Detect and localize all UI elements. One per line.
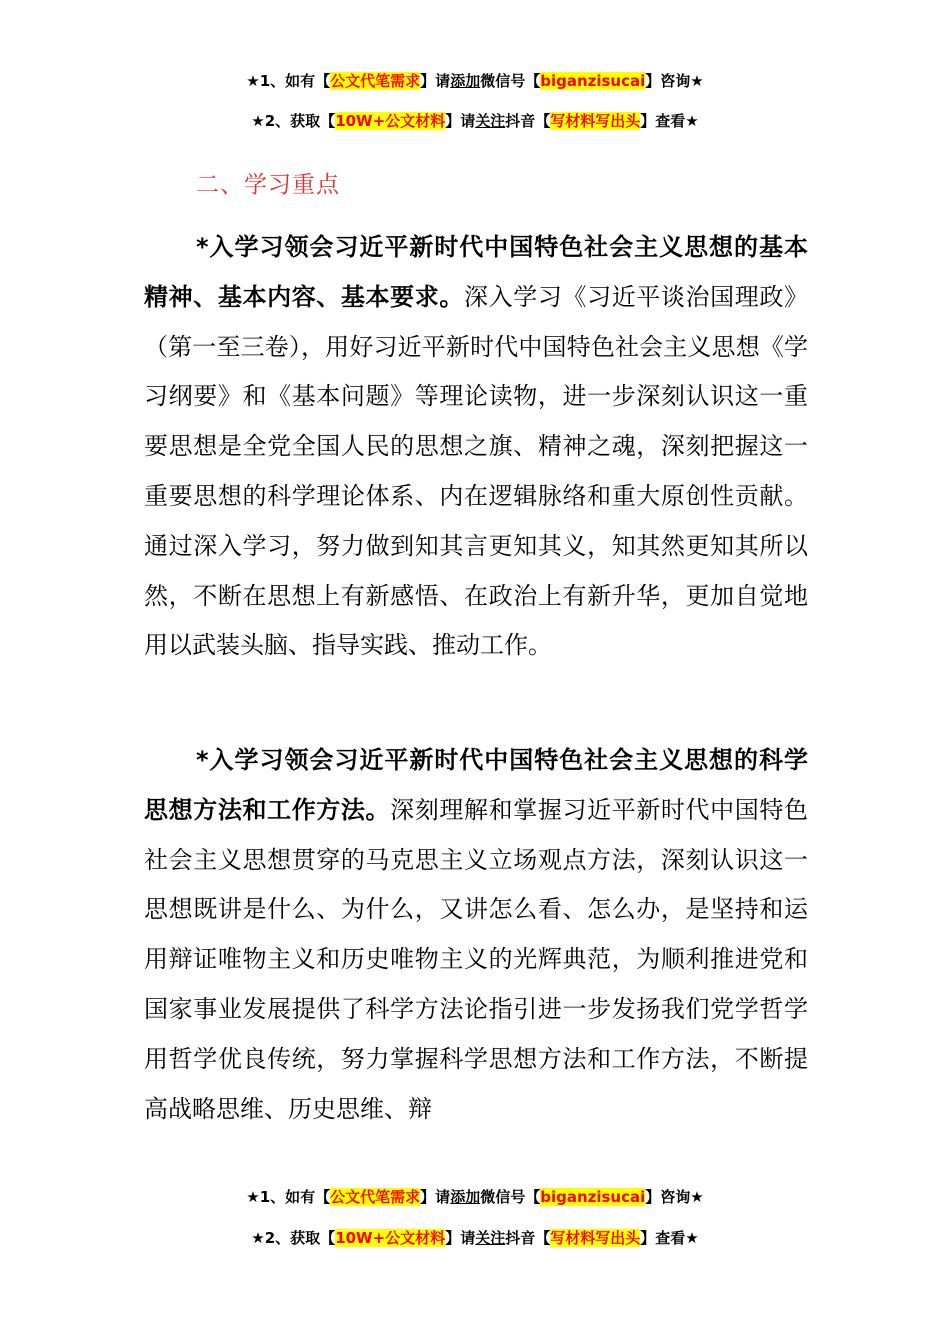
underlined-text: 添加 [450, 72, 481, 90]
paragraph-body: 深入学习《习近平谈治国理政》（第一至三卷），用好习近平新时代中国特色社会主义思想《学习纲要》和《基本问题》等理论读物，进一步深刻认识这一重要思想是全党全国人民的思想之旗、精神之魂，深刻把握这一重要思想的科学理论体系、内在逻辑脉络和重大原创性贡献。通过深入学习，努力做到知其言更知其义，知其然更知其所以然，不断在思想上有新感悟、在政治上有新升华，更加自觉地用以武装头脑、指导实践、推动工作。 [144, 282, 808, 660]
underlined-text: 关注 [475, 1229, 506, 1247]
banner-text: 】查看★ [640, 1229, 699, 1247]
banner-text: 抖音【 [505, 112, 551, 130]
banner-text: 】请 [420, 1188, 451, 1206]
paragraph-2 [144, 736, 808, 1134]
highlight-text: 10W+公文材料 [335, 112, 446, 130]
banner-text: 】咨询★ [645, 1188, 704, 1206]
banner-text: 微信号【 [480, 72, 541, 90]
paragraph-lead: *入学习领会习近平新时代中国特色社会主义思想的基本精神、基本内容、基本要求。 [144, 233, 808, 311]
highlight-text: 10W+公文材料 [335, 1229, 446, 1247]
paragraph-1 [144, 223, 808, 671]
paragraph-lead: *入学习领会习近平新时代中国特色社会主义思想的科学思想方法和工作方法。 [144, 746, 808, 824]
highlight-text: 公文代笔需求 [330, 1188, 421, 1206]
douyin-id-highlight: 写材料写出头 [550, 112, 641, 130]
paragraph-body: 深刻理解和掌握习近平新时代中国特色社会主义思想贯穿的马克思主义立场观点方法，深刻认识这一思想既讲是什么、为什么，又讲怎么看、怎么办，是坚持和运用辩证唯物主义和历史唯物主义的光辉典范，为顺利推进党和国家事业发展提供了科学方法论指引进一步发扬我们党学哲学用哲学优良传统，努力掌握科学思想方法和工作方法，不断提高战略思维、历史思维、辩 [144, 795, 809, 1123]
top-banner-line-2 [0, 110, 950, 132]
banner-text: 】请 [420, 72, 451, 90]
wechat-id-highlight: biganzisucai [540, 72, 646, 90]
highlight-text: 公文代笔需求 [330, 72, 421, 90]
banner-text: 】咨询★ [645, 72, 704, 90]
underlined-text: 关注 [475, 112, 506, 130]
banner-text: ★1、如有【 [246, 1188, 331, 1206]
banner-text: ★2、获取【 [251, 112, 336, 130]
banner-text: 抖音【 [505, 1229, 551, 1247]
banner-text: 】查看★ [640, 112, 699, 130]
banner-text: 微信号【 [480, 1188, 541, 1206]
wechat-id-highlight: biganzisucai [540, 1188, 646, 1206]
section-heading: 二、学习重点 [196, 172, 340, 198]
underlined-text: 添加 [450, 1188, 481, 1206]
banner-text: 】请 [445, 112, 476, 130]
bottom-banner-line-2 [0, 1227, 950, 1249]
banner-text: ★2、获取【 [251, 1229, 336, 1247]
bottom-banner-line-1 [0, 1186, 950, 1208]
top-banner-line-1 [0, 70, 950, 92]
banner-text: ★1、如有【 [246, 72, 331, 90]
douyin-id-highlight: 写材料写出头 [550, 1229, 641, 1247]
banner-text: 】请 [445, 1229, 476, 1247]
